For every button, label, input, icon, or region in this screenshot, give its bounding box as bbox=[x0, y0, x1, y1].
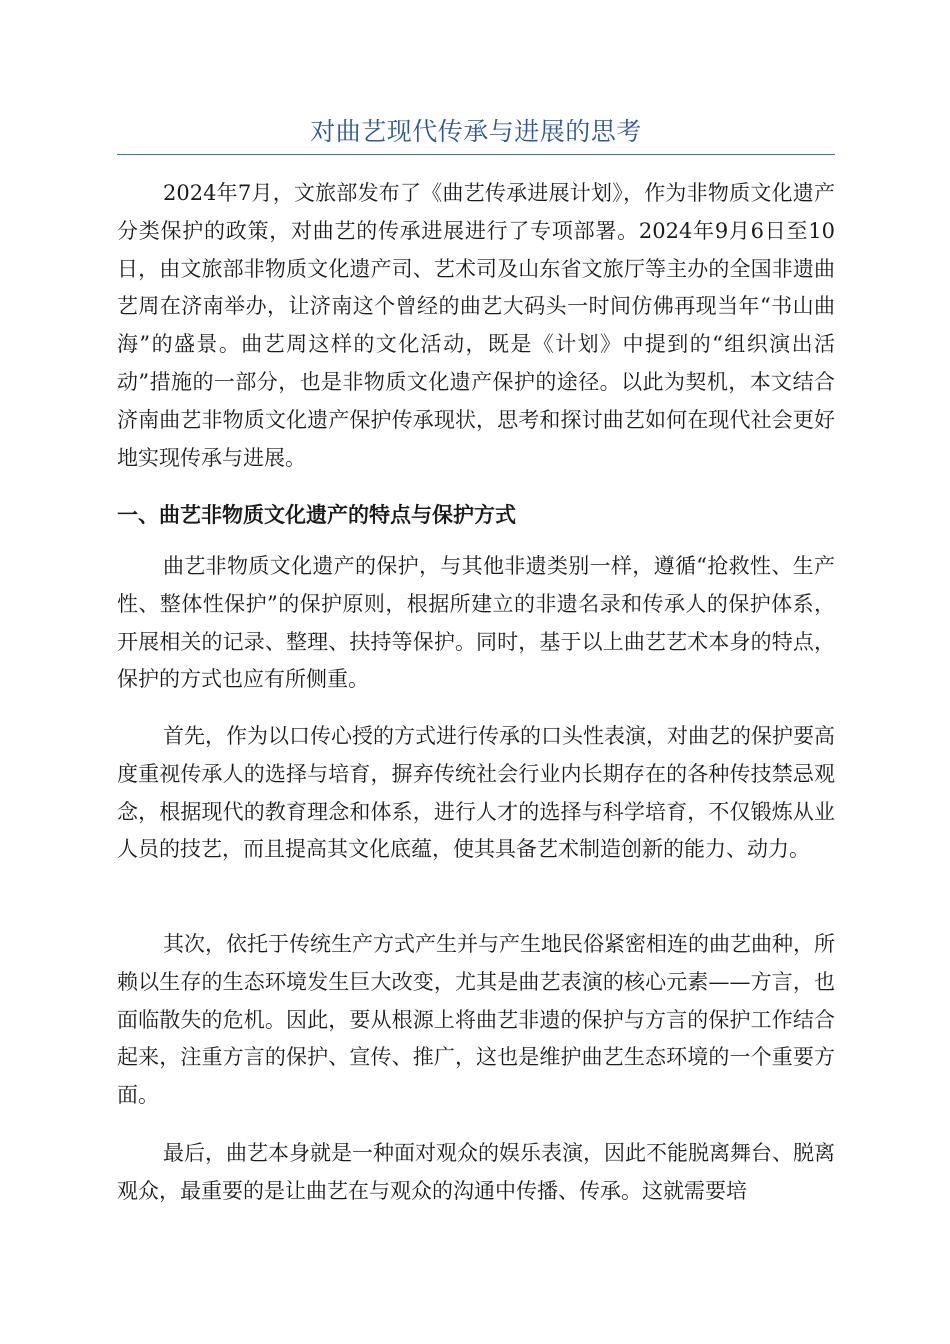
paragraph-last-point: 最后，曲艺本身就是一种面对观众的娱乐表演，因此不能脱离舞台、脱离观众，最重要的是让曲艺在与观众的沟通中传播、传承。这就需要培 bbox=[117, 1141, 835, 1203]
paragraph-protection-principles: 曲艺非物质文化遗产的保护，与其他非遗类别一样，遵循“抢救性、生产性、整体性保护”的保护原则，根据所建立的非遗名录和传承人的保护体系，开展相关的记录、整理、扶持等保护。同时，基于以上曲艺艺术本身的特点，保护的方式也应有所侧重。 bbox=[117, 554, 835, 692]
paragraph-second-point: 其次，依托于传统生产方式产生并与产生地民俗紧密相连的曲艺曲种，所赖以生存的生态环境发生巨大改变，尤其是曲艺表演的核心元素——方言，也面临散失的危机。因此，要从根源上将曲艺非遗的保护与方言的保护工作结合起来，注重方言的保护、宣传、推广，这也是维护曲艺生态环境的一个重要方面。 bbox=[117, 932, 835, 1108]
document-title: 对曲艺现代传承与进展的思考 bbox=[310, 117, 642, 146]
paragraph-intro: 2024年7月，文旅部发布了《曲艺传承进展计划》，作为非物质文化遗产分类保护的政策，对曲艺的传承进展进行了专项部署。2024年9月6日至10日，由文旅部非物质文化遗产司、艺术司及山东省文旅厅等主办的全国非遗曲艺周在济南举办，让济南这个曾经的曲艺大码头一时间仿佛再现当年“书山曲海”的盛景。曲艺周这样的文化活动，既是《计划》中提到的“组织演出活动”措施的一部分，也是非物质文化遗产保护的途径。以此为契机，本文结合济南曲艺非物质文化遗产保护传承现状，思考和探讨曲艺如何在现代社会更好地实现传承与进展。 bbox=[117, 181, 835, 470]
title-underline bbox=[117, 154, 835, 155]
section-heading-1: 一、曲艺非物质文化遗产的特点与保护方式 bbox=[117, 503, 516, 527]
paragraph-first-point: 首先，作为以口传心授的方式进行传承的口头性表演，对曲艺的保护要高度重视传承人的选择与培育，摒弃传统社会行业内长期存在的各种传技禁忌观念，根据现代的教育理念和体系，进行人才的选择与科学培育，不仅锻炼从业人员的技艺，而且提高其文化底蕴，使其具备艺术制造创新的能力、动力。 bbox=[117, 724, 835, 862]
